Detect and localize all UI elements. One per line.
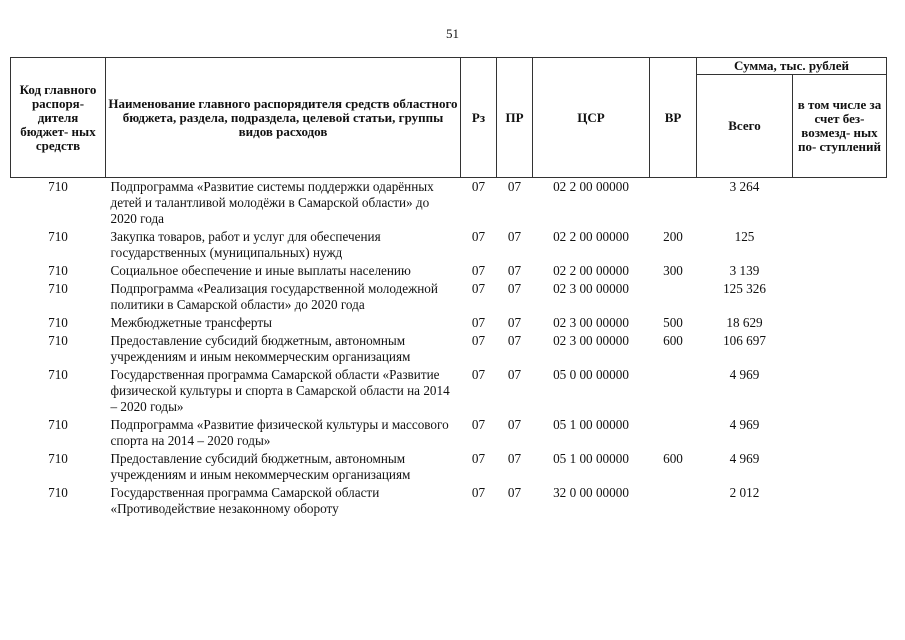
cell-code: 710 — [48, 179, 68, 194]
cell-name: Государственная программа Самарской области «Противодействие незаконному обороту — [110, 485, 380, 516]
cell-vr: 300 — [663, 263, 683, 278]
cell-free — [793, 450, 887, 484]
cell-pr: 07 — [507, 451, 522, 466]
cell-total: 4 969 — [729, 367, 760, 382]
header-code: Код главного распоря- дителя бюджет- ных средств — [11, 58, 106, 178]
table-header — [11, 58, 887, 178]
cell-csr: 02 3 00 00000 — [553, 281, 629, 296]
cell-total: 125 — [734, 229, 755, 244]
cell-csr: 02 2 00 00000 — [553, 179, 629, 194]
header-sum-group: Сумма, тыс. рублей — [697, 58, 887, 75]
cell-total: 4 969 — [729, 451, 760, 466]
cell-total: 125 326 — [723, 281, 766, 296]
cell-rz: 07 — [471, 451, 486, 466]
cell-total: 18 629 — [726, 315, 763, 330]
cell-code: 710 — [48, 417, 68, 432]
cell-free — [793, 484, 887, 518]
cell-name: Подпрограмма «Реализация государственной молодежной политики в Самарской области» до 2020 года — [110, 281, 438, 312]
cell-name: Предоставление субсидий бюджетным, автономным учреждениям и иным некоммерческим организациям — [110, 333, 411, 364]
cell-vr: 600 — [663, 333, 683, 348]
header-name: Наименование главного распорядителя средств областного бюджета, раздела, подраздела, целевой статьи, группы видов расходов — [106, 58, 461, 178]
cell-pr: 07 — [507, 417, 522, 432]
cell-rz: 07 — [471, 417, 486, 432]
cell-total: 106 697 — [723, 333, 766, 348]
table-row — [11, 484, 887, 518]
cell-vr — [650, 280, 697, 314]
cell-pr: 07 — [507, 179, 522, 194]
cell-code: 710 — [48, 263, 68, 278]
cell-name: Государственная программа Самарской области «Развитие физической культуры и спорта в Самарской области на 2014 – 2020 годы» — [110, 367, 450, 414]
cell-csr: 02 2 00 00000 — [553, 263, 629, 278]
page-number: 51 — [446, 26, 459, 41]
header-pr: ПР — [497, 58, 533, 178]
table-row — [11, 332, 887, 366]
cell-total: 3 264 — [729, 179, 760, 194]
header-free: в том числе за счет без- возмезд- ных по- ступлений — [793, 75, 887, 178]
cell-rz: 07 — [471, 333, 486, 348]
cell-total: 4 969 — [729, 417, 760, 432]
cell-name: Подпрограмма «Развитие физической культуры и массового спорта на 2014 – 2020 годы» — [110, 417, 449, 448]
header-vr: ВР — [650, 58, 697, 178]
cell-rz: 07 — [471, 179, 486, 194]
cell-free — [793, 332, 887, 366]
cell-code: 710 — [48, 333, 68, 348]
cell-csr: 32 0 00 00000 — [553, 485, 629, 500]
cell-pr: 07 — [507, 229, 522, 244]
cell-vr — [650, 484, 697, 518]
table-row — [11, 314, 887, 332]
cell-csr: 05 1 00 00000 — [553, 451, 629, 466]
cell-rz: 07 — [471, 263, 486, 278]
cell-pr: 07 — [507, 281, 522, 296]
cell-name: Социальное обеспечение и иные выплаты населению — [110, 263, 411, 278]
cell-name: Межбюджетные трансферты — [110, 315, 272, 330]
cell-code: 710 — [48, 229, 68, 244]
cell-pr: 07 — [507, 485, 522, 500]
cell-csr: 02 2 00 00000 — [553, 229, 629, 244]
header-rz: Рз — [461, 58, 497, 178]
cell-code: 710 — [48, 315, 68, 330]
cell-csr: 02 3 00 00000 — [553, 333, 629, 348]
cell-total: 3 139 — [729, 263, 760, 278]
cell-vr — [650, 366, 697, 416]
table-row — [11, 450, 887, 484]
cell-rz: 07 — [471, 229, 486, 244]
table-row — [11, 262, 887, 280]
table-body — [11, 178, 887, 519]
cell-csr: 05 0 00 00000 — [553, 367, 629, 382]
cell-name: Подпрограмма «Развитие системы поддержки одарённых детей и талантливой молодёжи в Самарской области» до 2020 года — [110, 179, 434, 226]
cell-free — [793, 416, 887, 450]
cell-csr: 02 3 00 00000 — [553, 315, 629, 330]
table-row — [11, 228, 887, 262]
table-row — [11, 416, 887, 450]
cell-pr: 07 — [507, 367, 522, 382]
cell-rz: 07 — [471, 367, 486, 382]
cell-total: 2 012 — [729, 485, 760, 500]
cell-pr: 07 — [507, 333, 522, 348]
cell-code: 710 — [48, 451, 68, 466]
cell-free — [793, 280, 887, 314]
header-csr: ЦСР — [533, 58, 650, 178]
cell-vr: 500 — [663, 315, 683, 330]
cell-pr: 07 — [507, 263, 522, 278]
cell-rz: 07 — [471, 315, 486, 330]
cell-free — [793, 314, 887, 332]
header-total: Всего — [697, 75, 793, 178]
cell-code: 710 — [48, 485, 68, 500]
cell-pr: 07 — [507, 315, 522, 330]
budget-table — [10, 57, 887, 518]
table-row — [11, 280, 887, 314]
table-row — [11, 178, 887, 229]
cell-rz: 07 — [471, 485, 486, 500]
cell-vr: 200 — [663, 229, 683, 244]
cell-rz: 07 — [471, 281, 486, 296]
table-row — [11, 366, 887, 416]
cell-name: Предоставление субсидий бюджетным, автономным учреждениям и иным некоммерческим организациям — [110, 451, 411, 482]
cell-csr: 05 1 00 00000 — [553, 417, 629, 432]
cell-code: 710 — [48, 281, 68, 296]
cell-free — [793, 366, 887, 416]
cell-free — [793, 178, 887, 229]
cell-vr: 600 — [663, 451, 683, 466]
cell-vr — [650, 416, 697, 450]
cell-free — [793, 262, 887, 280]
cell-vr — [650, 178, 697, 229]
cell-free — [793, 228, 887, 262]
cell-name: Закупка товаров, работ и услуг для обеспечения государственных (муниципальных) нужд — [110, 229, 381, 260]
cell-code: 710 — [48, 367, 68, 382]
